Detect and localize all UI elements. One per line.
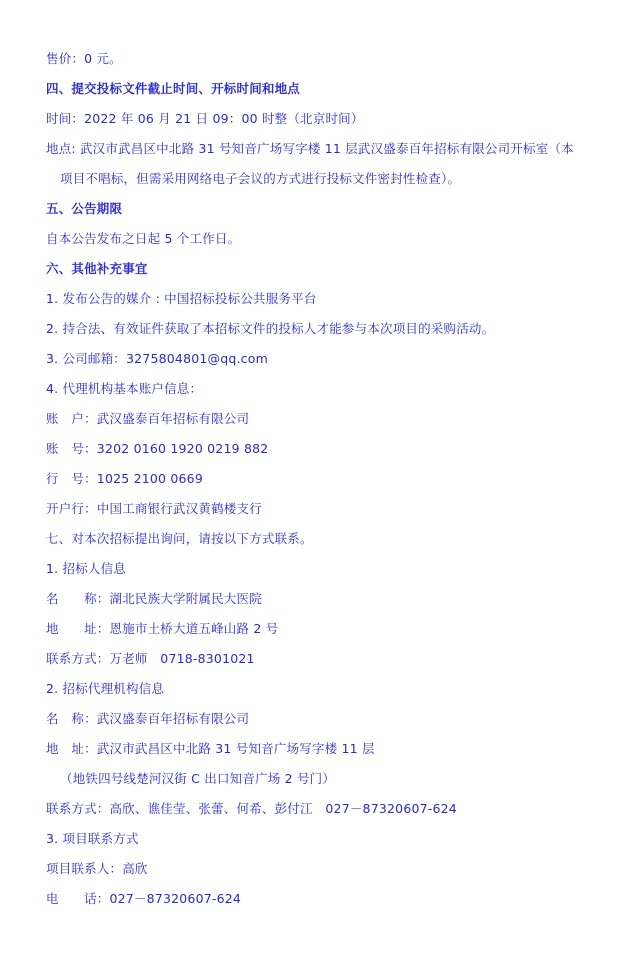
document-line: 时间：2022 年 06 月 21 日 09：00 时整（北京时间） bbox=[46, 111, 364, 126]
document-line: 开户行：中国工商银行武汉黄鹤楼支行 bbox=[46, 501, 262, 516]
document-line: 四、提交投标文件截止时间、开标时间和地点 bbox=[46, 81, 301, 96]
document-line: 地 址：武汉市武昌区中北路 31 号知音广场写字楼 11 层 bbox=[46, 741, 375, 756]
document-body bbox=[46, 44, 586, 914]
document-line: 2. 招标代理机构信息 bbox=[46, 681, 165, 696]
document-line: 项目不唱标，但需采用网络电子会议的方式进行投标文件密封性检查）。 bbox=[60, 171, 461, 186]
document-line: 五、公告期限 bbox=[46, 201, 123, 216]
document-line: 七、对本次招标提出询问，请按以下方式联系。 bbox=[46, 531, 313, 546]
document-line: 3. 项目联系方式 bbox=[46, 831, 139, 846]
document-line: 1. 发布公告的媒介 : 中国招标投标公共服务平台 bbox=[46, 291, 317, 306]
document-line: 地点: 武汉市武昌区中北路 31 号知音广场写字楼 11 层武汉盛泰百年招标有限公司开标室（本 bbox=[46, 141, 574, 156]
document-line: 联系方式：万老师 0718-8301021 bbox=[46, 651, 255, 666]
document-line: 账 户：武汉盛泰百年招标有限公司 bbox=[46, 411, 250, 426]
document-line: 地 址：恩施市土桥大道五峰山路 2 号 bbox=[46, 621, 279, 636]
document-line: 电 话：027－87320607-624 bbox=[46, 891, 242, 906]
document-line: 名 称：武汉盛泰百年招标有限公司 bbox=[46, 711, 250, 726]
document-line: 联系方式：高欣、谯佳莹、张蕾、何希、彭付江 027－87320607-624 bbox=[46, 801, 457, 816]
document-line: 行 号：1025 2100 0669 bbox=[46, 471, 203, 486]
document-line: 售价：0 元。 bbox=[46, 51, 122, 66]
document-line: 项目联系人：高欣 bbox=[46, 861, 148, 876]
document-line: 3. 公司邮箱：3275804801@qq.com bbox=[46, 351, 268, 366]
document-line: 4. 代理机构基本账户信息： bbox=[46, 381, 203, 396]
document-line: 自本公告发布之日起 5 个工作日。 bbox=[46, 231, 241, 246]
document-line: 名 称：湖北民族大学附属民大医院 bbox=[46, 591, 262, 606]
document-line: 账 号：3202 0160 1920 0219 882 bbox=[46, 441, 269, 456]
document-line: （地铁四号线楚河汉街 C 出口知音广场 2 号门） bbox=[60, 771, 336, 786]
document-line: 1. 招标人信息 bbox=[46, 561, 126, 576]
document-line: 2. 持合法、有效证件获取了本招标文件的投标人才能参与本次项目的采购活动。 bbox=[46, 321, 495, 336]
document-line: 六、其他补充事宜 bbox=[46, 261, 148, 276]
